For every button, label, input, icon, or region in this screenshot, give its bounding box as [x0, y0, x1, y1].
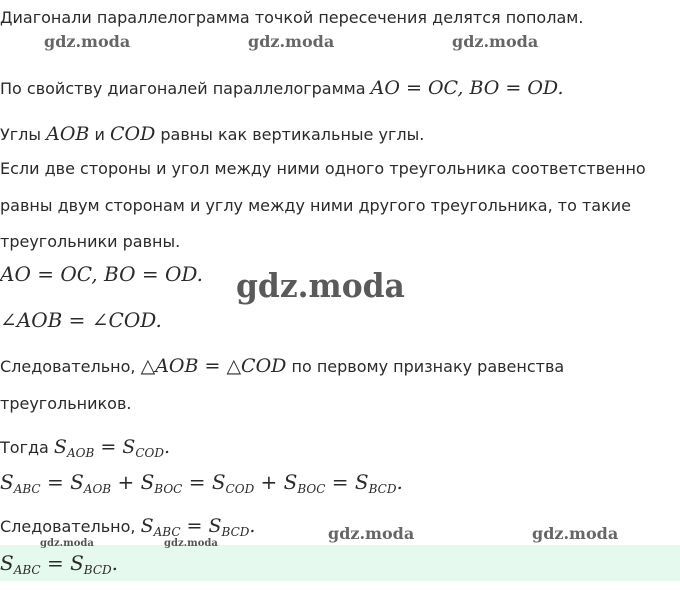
paragraph-7-s1: S	[140, 515, 154, 537]
eq3-s3: BOC	[154, 482, 183, 496]
paragraph-3-text-b: и	[89, 125, 110, 144]
paragraph-6-sub2: COD	[135, 446, 164, 460]
answer-s2: S	[70, 551, 84, 575]
paragraph-4-line-1: Если две стороны и угол между ними одного треугольника соответственно	[0, 159, 646, 178]
watermark: gdz.moda	[532, 524, 619, 543]
eq3-t4: S	[211, 470, 226, 494]
answer-equation	[0, 553, 118, 580]
equation-1: AO = OC, BO = OD.	[0, 262, 204, 286]
paragraph-7-eq: =	[180, 515, 209, 537]
eq3-t3: S	[140, 470, 155, 494]
answer-sub1: ABC	[13, 563, 41, 577]
paragraph-4-line-2: равны двум сторонам и углу между ними другого треугольника, то такие	[0, 196, 631, 215]
paragraph-7-text: Следовательно,	[0, 517, 141, 536]
paragraph-7-sub1: ABC	[153, 525, 181, 539]
paragraph-6	[0, 437, 170, 463]
eq3-s5: BOC	[297, 482, 326, 496]
paragraph-7-end: .	[249, 515, 256, 537]
eq3-s6: BCD	[368, 482, 397, 496]
paragraph-7-s2: S	[208, 515, 222, 537]
eq3-s1: ABC	[13, 482, 41, 496]
eq3-op1: =	[40, 470, 71, 494]
paragraph-6-s2: S	[122, 436, 136, 458]
watermark: gdz.moda	[44, 32, 131, 51]
paragraph-5	[0, 356, 564, 377]
paragraph-5-text-a: Следовательно,	[0, 357, 141, 376]
answer-eq: =	[40, 551, 71, 575]
paragraph-7-sub2: BCD	[221, 525, 250, 539]
watermark: gdz.moda	[452, 32, 539, 51]
paragraph-5-line-2: треугольников.	[0, 394, 132, 413]
paragraph-4-line-3: треугольники равны.	[0, 232, 181, 251]
watermark-large: gdz.moda	[236, 266, 405, 305]
paragraph-2	[0, 78, 564, 99]
eq3-end: .	[396, 470, 403, 494]
paragraph-3-math-1: AOB	[46, 123, 90, 145]
eq3-op3: =	[182, 470, 212, 494]
paragraph-5-text-b: по первому признаку равенства	[286, 357, 565, 376]
eq3-t1: S	[0, 470, 14, 494]
paragraph-6-eq: =	[94, 436, 123, 458]
equation-2: ∠AOB = ∠COD.	[0, 308, 162, 332]
paragraph-3-math-2: COD	[109, 123, 156, 145]
watermark: gdz.moda	[248, 32, 335, 51]
eq3-t6: S	[354, 470, 369, 494]
eq3-t5: S	[283, 470, 298, 494]
paragraph-6-sub1: AOB	[66, 446, 95, 460]
eq3-s2: AOB	[83, 482, 112, 496]
watermark: gdz.moda	[328, 524, 415, 543]
paragraph-3	[0, 124, 424, 145]
paragraph-3-text-a: Углы	[0, 125, 47, 144]
answer-s1: S	[0, 551, 14, 575]
paragraph-6-text: Тогда	[0, 438, 54, 457]
paragraph-6-end: .	[163, 436, 170, 458]
eq3-op2: +	[111, 470, 141, 494]
eq3-s4: COD	[225, 482, 255, 496]
equation-3	[0, 472, 403, 499]
eq3-op4: +	[254, 470, 284, 494]
eq3-op5: =	[325, 470, 355, 494]
paragraph-6-s1: S	[53, 436, 67, 458]
paragraph-5-math: △AOB = △COD	[140, 355, 287, 377]
watermark-small: gdz.moda	[164, 538, 218, 549]
paragraph-3-text-c: равны как вертикальные углы.	[155, 125, 425, 144]
answer-sub2: BCD	[83, 563, 112, 577]
paragraph-2-text: По свойству диагоналей параллелограмма	[0, 79, 371, 98]
paragraph-1: Диагонали параллелограмма точкой пересечения делятся пополам.	[0, 8, 584, 27]
paragraph-2-math: AO = OC, BO = OD.	[370, 77, 564, 99]
watermark-small: gdz.moda	[40, 538, 94, 549]
eq3-t2: S	[70, 470, 84, 494]
answer-end: .	[111, 551, 118, 575]
